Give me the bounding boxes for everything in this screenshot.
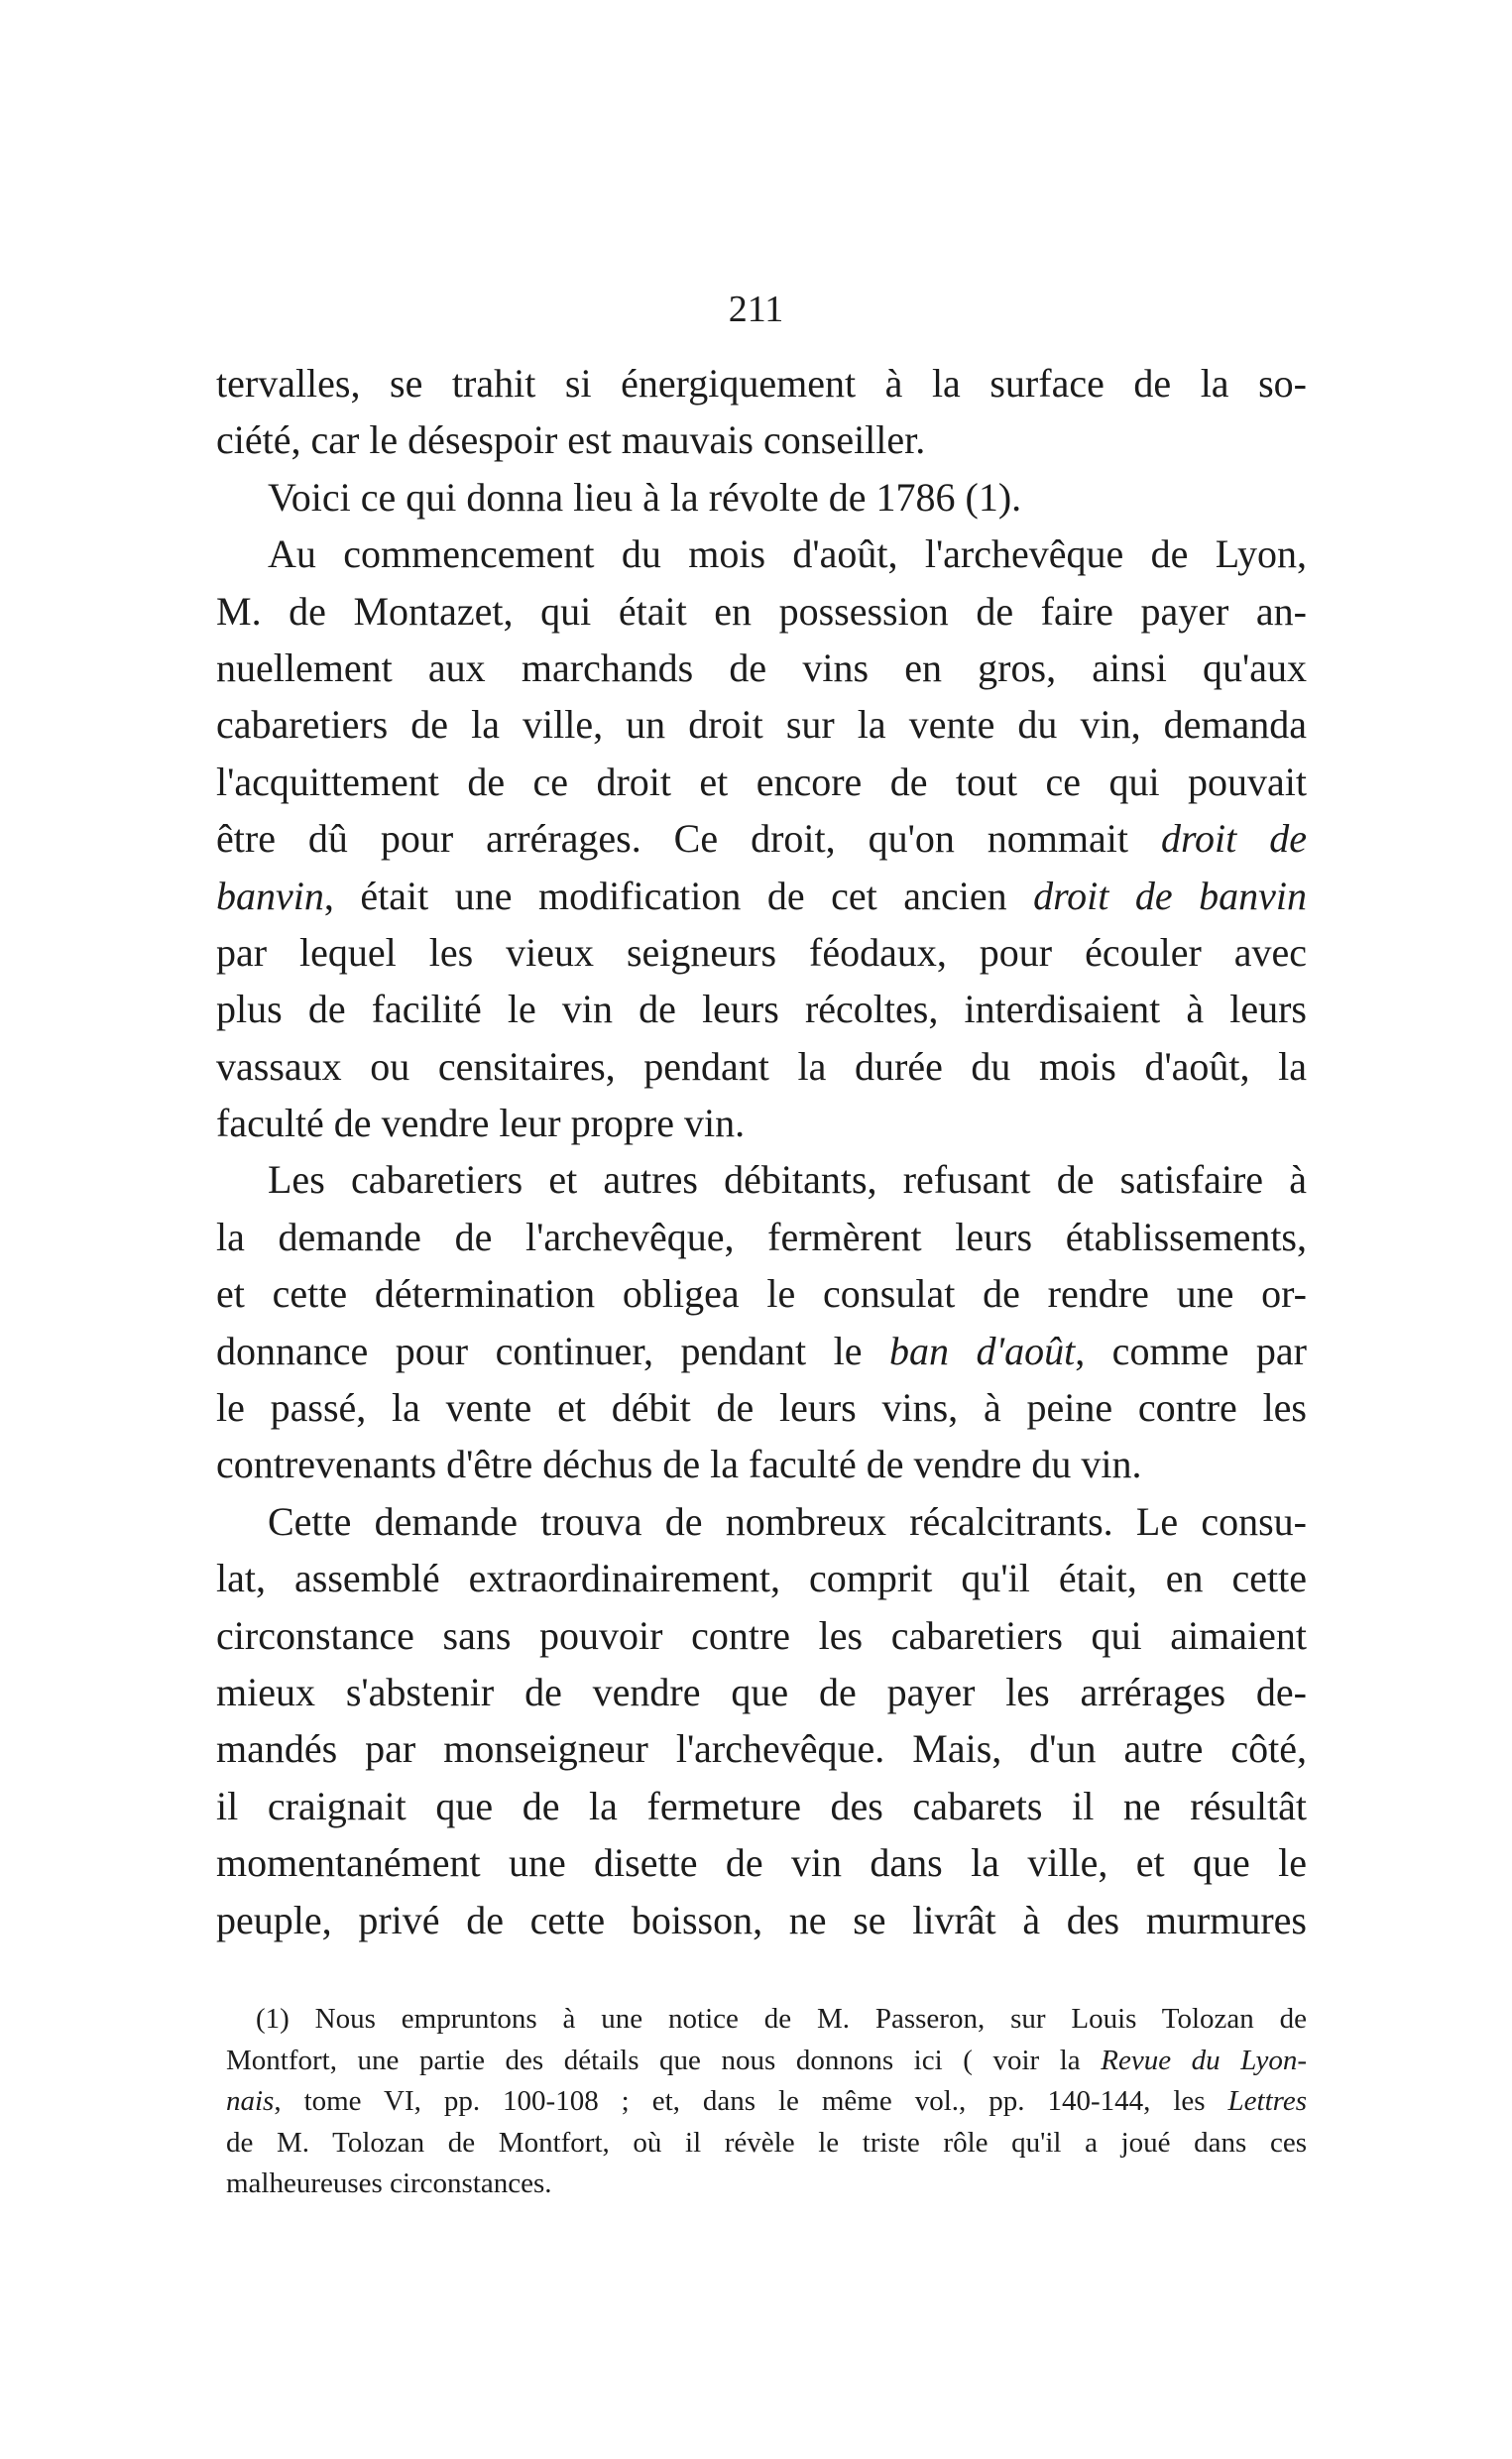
italic-term: Lettres: [1227, 2085, 1307, 2117]
text-line: peuple, privé de cette boisson, ne se livrât à des murmures: [216, 1897, 1307, 1942]
text-line: [216, 810, 1307, 867]
italic-term: Revue du Lyon-: [1101, 2044, 1307, 2076]
footnote-line: malheureuses circonstances.: [226, 2167, 552, 2199]
italic-term: droit de banvin: [1033, 873, 1307, 918]
text-line: nuellement aux marchands de vins en gros, ainsi qu'aux: [216, 644, 1307, 690]
text-line: [216, 868, 1307, 924]
text-line: Cette demande trouva de nombreux récalcitrants. Le consu-: [268, 1498, 1307, 1544]
text-line: [216, 1323, 1307, 1379]
text-segment: être dû pour arrérages. Ce droit, qu'on nommait: [216, 816, 1161, 862]
footnote: [226, 1999, 1307, 2205]
text-line: plus de facilité le vin de leurs récoltes, interdisaient à leurs: [216, 987, 1307, 1032]
text-line: faculté de vendre leur propre vin.: [216, 1101, 746, 1146]
text-segment: , comme par: [1075, 1328, 1307, 1373]
text-line: le passé, la vente et débit de leurs vins, à peine contre les: [216, 1385, 1307, 1431]
text-segment: , était une modification de cet ancien: [323, 873, 1034, 918]
text-line: mieux s'abstenir de vendre que de payer les arrérages de-: [216, 1669, 1307, 1714]
text-line: momentanément une disette de vin dans la ville, et que le: [216, 1840, 1307, 1886]
page-number: 211: [728, 289, 784, 330]
text-line: Voici ce qui donna lieu à la révolte de 1786 (1).: [268, 474, 1022, 520]
text-line: M. de Montazet, qui était en possession de faire payer an-: [216, 588, 1307, 634]
text-line: l'acquittement de ce droit et encore de tout ce qui pouvait: [216, 759, 1307, 804]
text-line: par lequel les vieux seigneurs féodaux, pour écouler avec: [216, 929, 1307, 975]
text-line: la demande de l'archevêque, fermèrent leurs établissements,: [216, 1214, 1307, 1259]
footnote-line: [226, 2081, 1307, 2123]
text-line: vassaux ou censitaires, pendant la durée du mois d'août, la: [216, 1043, 1307, 1089]
text-line: Au commencement du mois d'août, l'archevêque de Lyon,: [268, 531, 1307, 577]
text-line: circonstance sans pouvoir contre les cabaretiers qui aimaient: [216, 1612, 1307, 1658]
text-line: contrevenants d'être déchus de la faculté de vendre du vin.: [216, 1442, 1142, 1487]
text-line: mandés par monseigneur l'archevêque. Mais, d'un autre côté,: [216, 1726, 1307, 1772]
text-line: lat, assemblé extraordinairement, comprit qu'il était, en cette: [216, 1556, 1307, 1601]
text-line: Les cabaretiers et autres débitants, refusant de satisfaire à: [268, 1157, 1307, 1203]
italic-term: ban d'août: [889, 1328, 1076, 1373]
body-text: [216, 355, 1307, 1948]
italic-term: droit de: [1160, 816, 1307, 862]
text-line: ciété, car le désespoir est mauvais conseiller.: [216, 417, 926, 463]
text-segment: Montfort, une partie des détails que nous donnons ici ( voir la: [226, 2044, 1102, 2076]
text-line: tervalles, se trahit si énergiquement à la surface de la so-: [216, 361, 1307, 406]
text-line: il craignait que de la fermeture des cabarets il ne résultât: [216, 1783, 1307, 1828]
footnote-line: [226, 2041, 1307, 2082]
footnote-line: de M. Tolozan de Montfort, où il révèle le triste rôle qu'il a joué dans ces: [226, 2126, 1307, 2159]
italic-term: banvin: [216, 873, 324, 918]
italic-term: nais: [226, 2085, 275, 2117]
text-segment: donnance pour continuer, pendant le: [216, 1328, 890, 1373]
text-line: et cette détermination obligea le consulat de rendre une or-: [216, 1271, 1307, 1317]
footnote-line: (1) Nous empruntons à une notice de M. Passeron, sur Louis Tolozan de: [256, 2003, 1307, 2035]
text-segment: , tome VI, pp. 100-108 ; et, dans le même vol., pp. 140-144, les: [274, 2085, 1228, 2117]
text-line: cabaretiers de la ville, un droit sur la vente du vin, demanda: [216, 702, 1307, 748]
